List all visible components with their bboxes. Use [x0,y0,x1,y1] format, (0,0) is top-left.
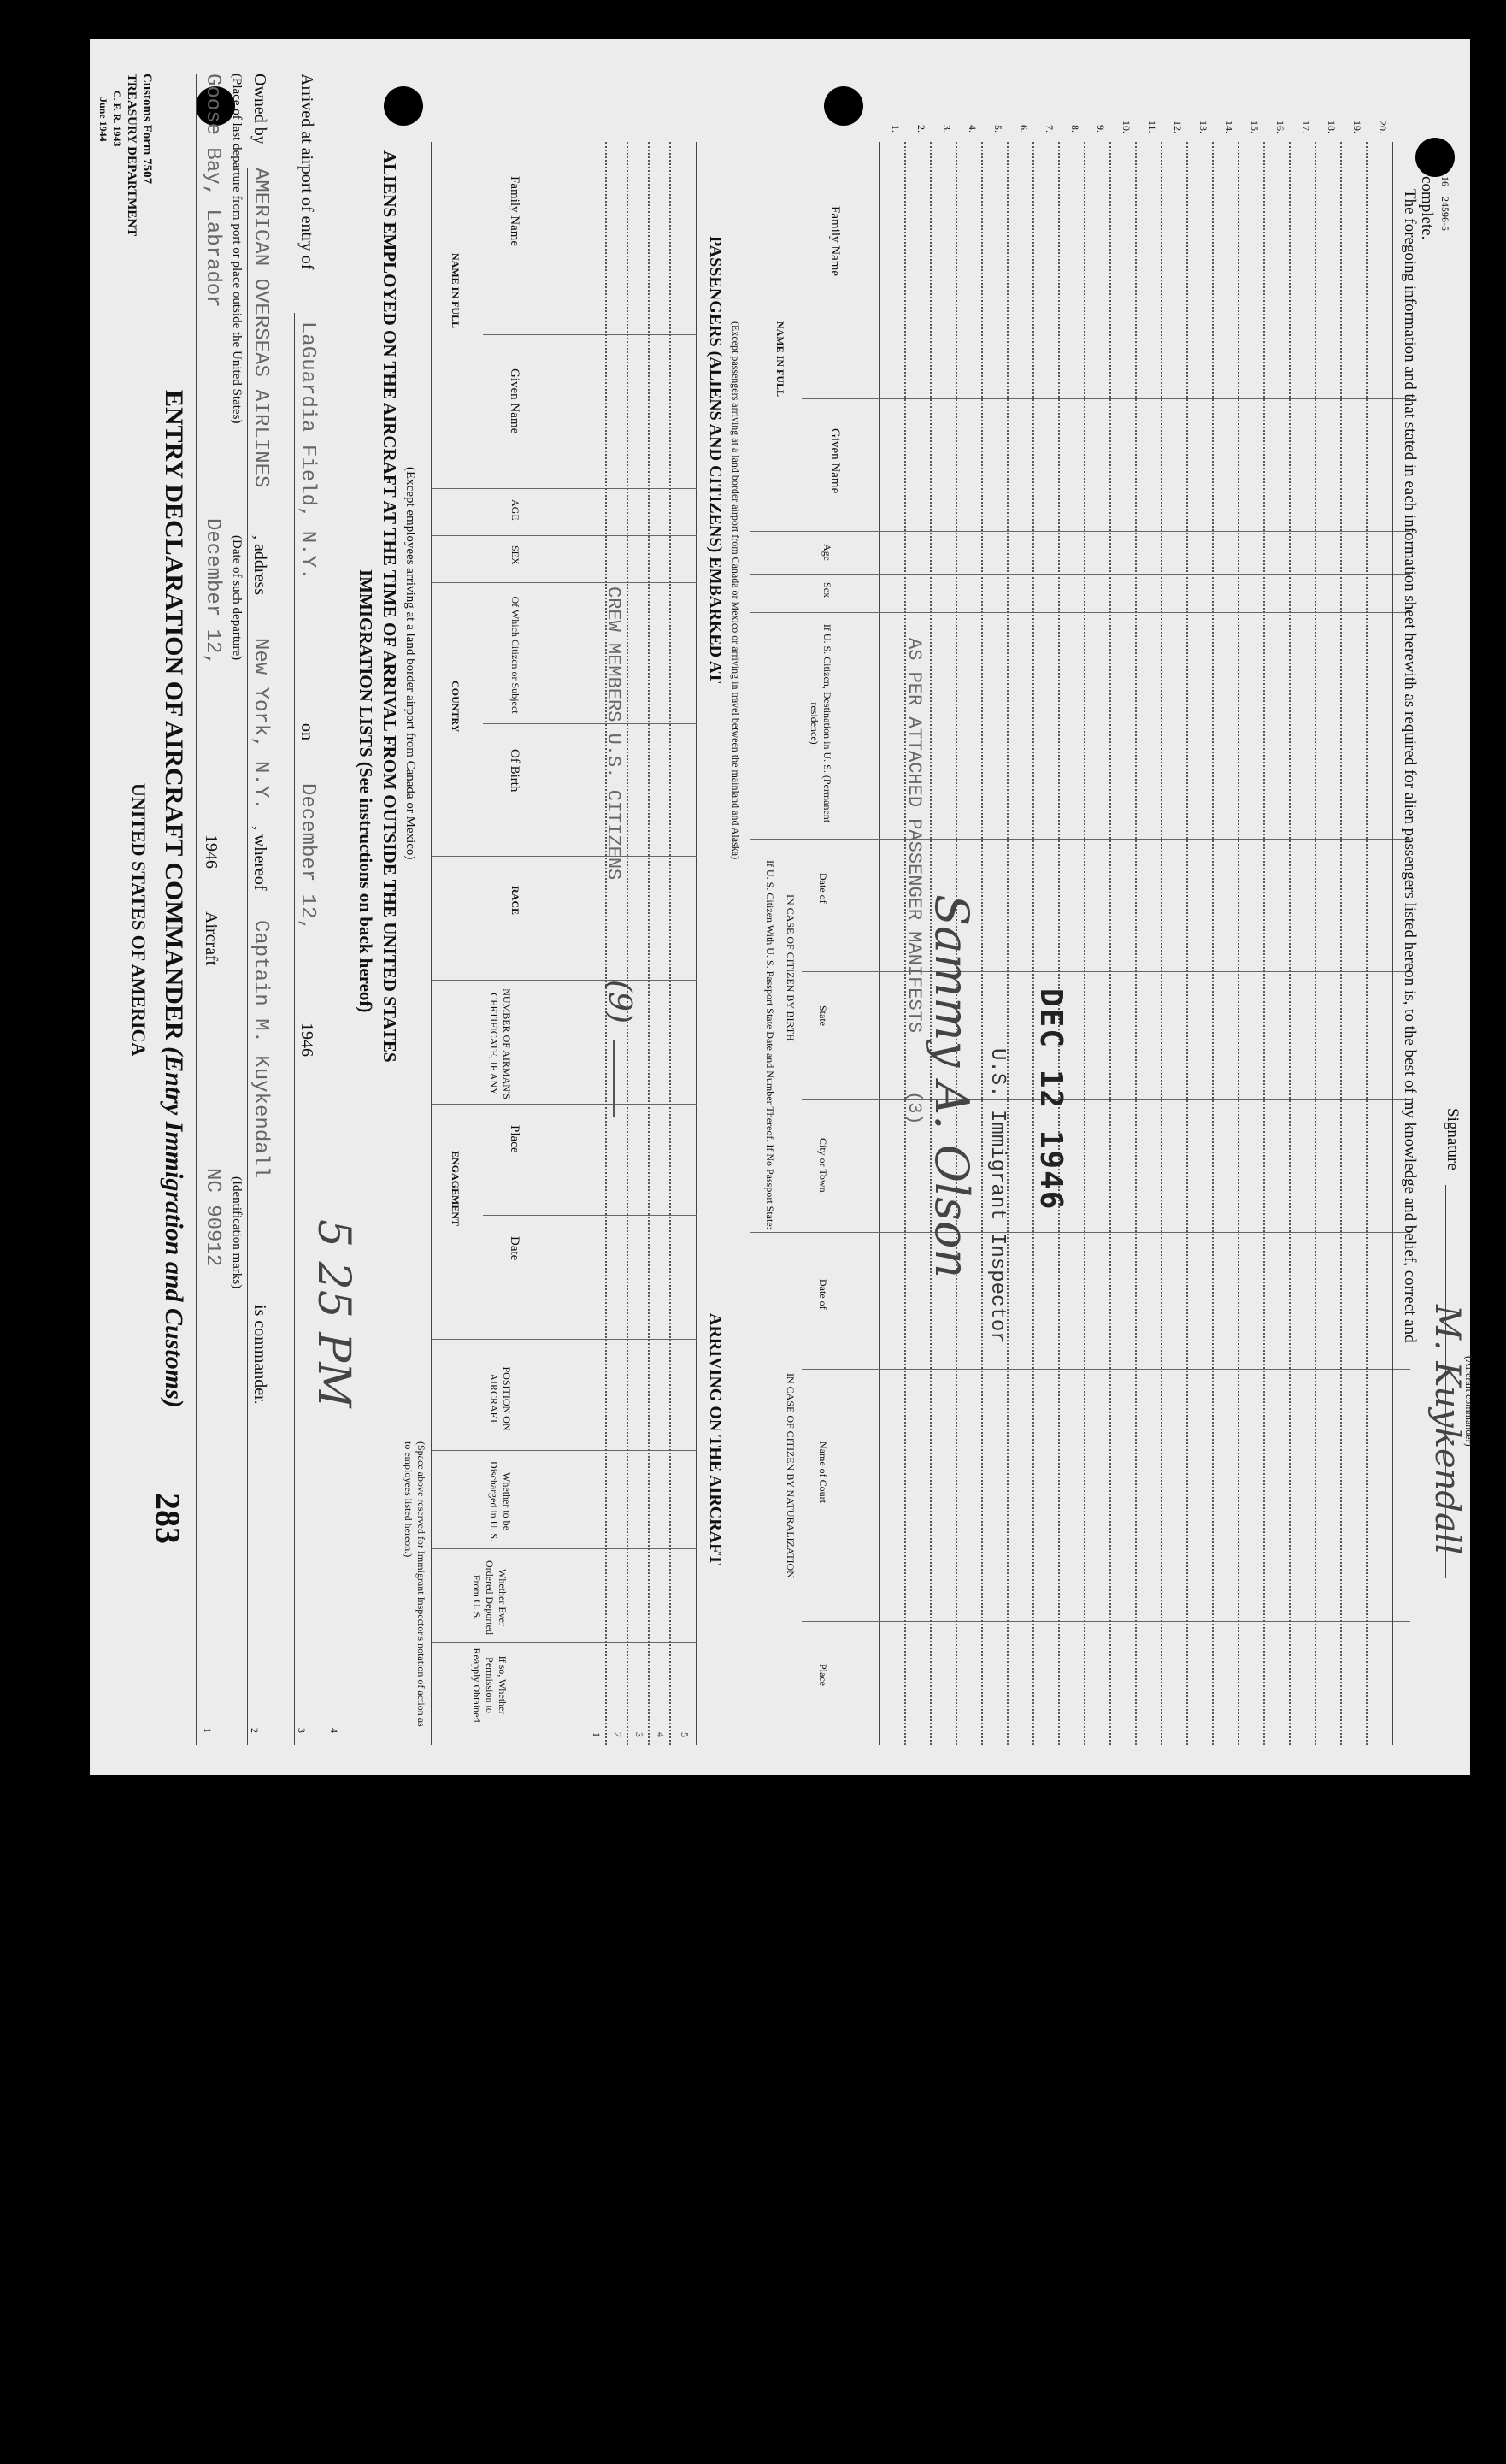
cfr-reference: C. F. R. 1943 [111,91,123,147]
date-stamp: DEC 12 1946 [1033,988,1068,1211]
inspector-signature: Sammy A. Olson [925,894,979,1279]
year-label: 1946 [202,834,221,869]
col-airman-cert: NUMBER OF AIRMAN'S CERTIFICATE, IF ANY [488,988,513,1099]
p-col-given-name: Given Name [828,428,842,494]
passenger-row-number: 15. [1249,121,1261,133]
p-col-city-town: City or Town [817,1138,829,1193]
form-title-italic: (Entry Immigration and Customs) [160,1046,188,1408]
form-number: Customs Form 7507 [140,74,154,185]
p-col-divider [802,1099,1410,1100]
col-divider [432,488,697,489]
crew-count: (9) [602,980,637,1023]
col-divider [432,1104,697,1105]
aliens-subtitle: (Except employees arriving at a land border airport from Canada or Mexico) [403,467,417,860]
passenger-row-number: 3. [941,125,953,133]
header-line-1 [196,74,197,1745]
p-col-name-in-full: NAME IN FULL [774,321,786,398]
p-col-destination: If U. S. Citizen, Destination in U. S. (Permanent residence) [809,623,833,823]
p-col-divider [750,1232,1410,1233]
immigration-title: IMMIGRATION LISTS (See instructions on back hereof) [356,569,376,1013]
col-country-citizen: Of Which Citizen or Subject [509,596,521,714]
p-col-divider [750,839,1410,840]
col-divider [432,1450,697,1451]
passenger-row-number: 19. [1351,121,1363,133]
line-number: 1 [202,1728,214,1733]
whereof-label: , whereof [250,826,269,891]
col-country-birth: Of Birth [508,749,521,793]
owner-name: AMERICAN OVERSEAS AIRLINES [249,168,272,488]
signature-caption: (Aircraft commander) [1463,1356,1475,1447]
declaration-end: complete. [1418,176,1436,240]
col-date: Date [508,1236,521,1261]
passenger-row-line [1058,142,1060,1745]
col-given-name: Given Name [508,368,521,434]
signature-label: Signature [1444,1108,1462,1170]
commander-signature: M. Kuykendall [1427,1305,1467,1555]
passenger-row-number: 17. [1300,121,1312,133]
p-col-by-birth: IN CASE OF CITIZEN BY BIRTH [785,894,797,1041]
passenger-row-line [1007,142,1009,1745]
aircraft-label: Aircraft [202,911,221,966]
p-col-by-naturalization: IN CASE OF CITIZEN BY NATURALIZATION [785,1373,797,1578]
print-code: 16—24596-5 [1439,176,1451,231]
p-col-divider [750,574,1410,575]
col-name-in-full: NAME IN FULL [450,253,462,329]
line-number: 4 [328,1728,340,1733]
passenger-row-line [1366,142,1368,1745]
passenger-row-line [1315,142,1316,1745]
col-divider [432,1548,697,1549]
passenger-row-number: 7. [1044,125,1056,133]
address-label: , address [250,535,269,595]
p-col-sex: Sex [821,582,833,598]
passenger-row-number: 18. [1326,121,1338,133]
passenger-row-number: 5. [992,125,1004,133]
passenger-row-number: 16. [1274,121,1286,133]
aliens-row-number: 2 [612,1732,624,1737]
passenger-row-number: 13. [1197,121,1209,133]
crew-entry: CREW MEMBERS U.S. CITIZENS [603,587,624,881]
passenger-row-line [1109,142,1111,1745]
inspector-space-note: (Space above reserved for Immigrant Inspector's notation of action as to employees listed hereon.) [403,1441,427,1727]
departure-place-caption: (Place of last departure from port or place outside the United States) [230,74,244,424]
passenger-row-line [1340,142,1342,1745]
commander-suffix: is commander. [250,1305,269,1405]
passenger-row-number: 11. [1146,121,1158,133]
aliens-row-number: 4 [655,1732,667,1737]
arrival-year: 1946 [297,1023,316,1057]
p-col-passport-note: If U. S. Citizen With U. S. Passport State Date and Number Thereof. If No Passport State: [764,860,776,1230]
passenger-row-line [1032,142,1034,1745]
p-col-divider [750,531,1410,532]
p-col-divider [802,1369,1410,1370]
passenger-row-line [1238,142,1239,1745]
page-number: 283 [149,1493,187,1544]
header-line-2 [247,168,248,1745]
manifest-entry: AS PER ATTACHED PASSENGER MANIFESTS [903,638,925,1034]
passenger-table-header-bottom [879,142,880,1745]
line-number: 2 [249,1728,261,1733]
passenger-row-line [1263,142,1265,1745]
aliens-row-line [669,142,671,1745]
arrival-time: 5 25 PM [308,1219,359,1408]
passenger-row-line [981,142,983,1745]
passengers-title-right: ARRIVING ON THE AIRCRAFT [706,1313,725,1565]
col-discharged: Whether to be Discharged in U. S. [488,1460,513,1542]
col-divider [432,582,697,583]
aliens-row-number: 3 [633,1732,645,1737]
col-divider [483,334,697,335]
form-title [159,390,188,1408]
p-col-date-of-2: Date of [817,1279,829,1310]
col-age: AGE [509,499,521,521]
passenger-row-number: 12. [1172,121,1184,133]
passenger-row-number: 20. [1377,121,1389,133]
p-col-date-of: Date of [817,873,829,904]
passengers-subtitle: (Except passengers arriving at a land border airport from Canada or Mexico or arriving in travel between the mainland and Alaska) [730,321,742,860]
col-engagement: ENGAGEMENT [450,1151,462,1227]
col-divider [432,980,697,981]
passenger-row-number: 6. [1018,125,1030,133]
manifest-count: (3) [903,1091,925,1125]
punch-hole [384,86,423,126]
col-divider [432,535,697,536]
passenger-row-number: 8. [1069,125,1081,133]
punch-hole [1415,138,1455,177]
passenger-row-line [1186,142,1188,1745]
p-col-divider [802,971,1410,972]
commander-name: Captain M. Kuykendall [249,920,272,1179]
col-deported: Whether Ever Ordered Deported From U. S. [471,1560,509,1635]
form-title-main: ENTRY DECLARATION OF AIRCRAFT COMMANDER [160,390,188,1040]
col-race: RACE [509,886,521,916]
header-line-3 [294,313,295,1745]
aliens-row-line [627,142,628,1745]
p-col-divider [802,1621,1410,1622]
departure-date-caption: (Date of such departure) [230,535,244,661]
col-divider [432,1339,697,1340]
inspector-title: U.S. Immigrant Inspector [985,1048,1009,1344]
aircraft-id: NC 90912 [201,1168,224,1267]
col-divider [483,1215,697,1216]
owner-address: New York, N.Y. [249,638,272,811]
passenger-row-number: 14. [1223,121,1235,133]
rotated-form [90,39,1475,1775]
col-position: POSITION ON AIRCRAFT [488,1366,513,1431]
passenger-row-line [1289,142,1291,1745]
arrival-airport: LaGuardia Field, N.Y. [296,321,319,581]
col-sex: SEX [509,545,521,565]
p-col-state: State [817,1005,829,1026]
aliens-row-line [605,142,607,1745]
form-date: June 1944 [97,97,109,142]
crew-scribble [613,1040,615,1117]
departure-date: December 12, [201,518,224,666]
col-permission: If so, Whether Permission to Reapply Obtained [471,1648,509,1723]
p-col-place: Place [817,1664,829,1686]
passenger-row-line [1392,142,1393,1745]
aliens-title: ALIENS EMPLOYED ON THE AIRCRAFT AT THE TIME OF ARRIVAL FROM OUTSIDE THE UNITED STATES [379,150,400,1063]
passenger-row-number: 1. [890,125,902,133]
passenger-row-line [1084,142,1085,1745]
passenger-row-line [1161,142,1162,1745]
country-title: UNITED STATES OF AMERICA [128,783,150,1057]
col-country: COUNTRY [450,681,462,733]
passenger-row-line [1135,142,1137,1745]
aliens-row-number: 1 [591,1732,603,1737]
department: TREASURY DEPARTMENT [125,74,138,237]
arrival-date: December 12, [296,783,319,931]
arrived-label: Arrived at airport of entry of [297,74,316,270]
scanned-form-sheet [90,39,1475,1775]
aliens-row-line [648,142,650,1745]
col-family-name: Family Name [508,176,521,247]
passenger-row-line [1212,142,1214,1745]
aliens-table-top [431,142,432,1745]
passengers-title: PASSENGERS (ALIENS AND CITIZENS) EMBARKED AT [706,236,725,684]
aliens-table-bottom [696,142,697,1745]
departure-place: Goose Bay, Labrador [201,74,224,308]
col-divider [432,1642,697,1643]
p-col-divider [750,612,1410,613]
passenger-row-number: 2. [915,125,927,133]
passenger-row-number: 9. [1095,125,1107,133]
col-place: Place [508,1125,521,1153]
line-number: 3 [296,1728,308,1733]
col-divider [432,856,697,857]
owned-by-label: Owned by [250,74,269,144]
col-divider [483,723,697,724]
p-col-family-name: Family Name [828,206,842,277]
passenger-row-number: 4. [967,125,979,133]
p-col-age: Age [821,544,833,561]
passenger-row-number: 10. [1121,121,1132,133]
punch-hole [824,86,863,126]
aircraft-id-caption: (Identification marks) [230,1176,244,1289]
declaration-text: The foregoing information and that stated in each information sheet herewith as required for alien passengers listed hereon is, to the best of my knowledge and belief, correct and [1401,189,1419,1343]
aliens-row-number: 5 [679,1732,691,1737]
p-col-name-of-court: Name of Court [817,1441,829,1503]
on-label: on [297,723,316,740]
p-col-divider [802,398,1410,399]
